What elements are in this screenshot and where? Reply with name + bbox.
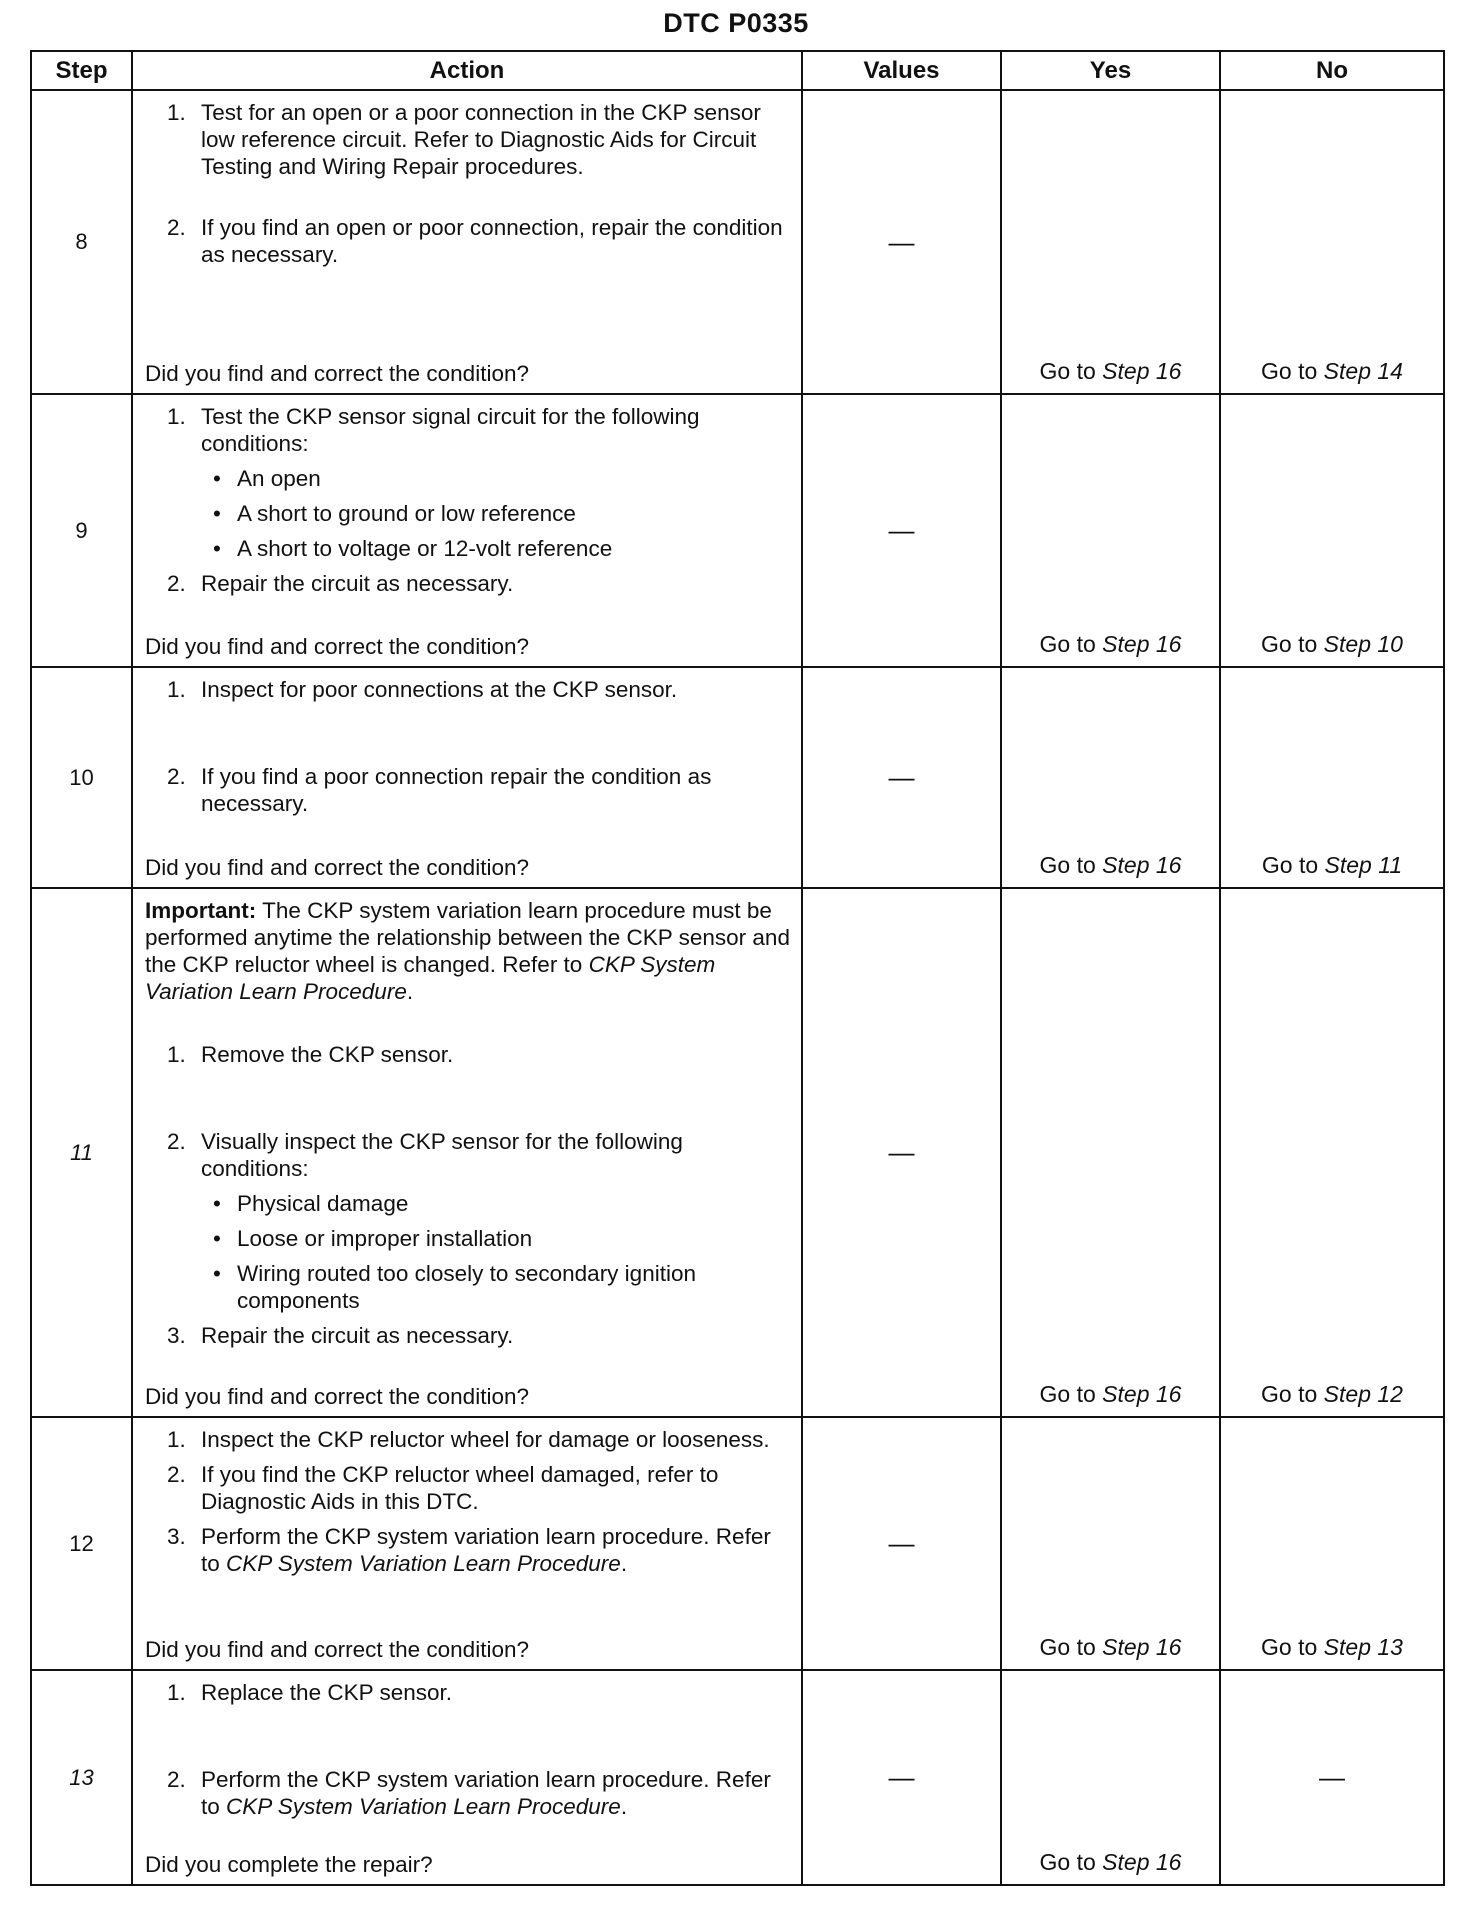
step-number: 10 (31, 667, 132, 888)
table-row-step-13 (31, 1670, 1444, 1885)
list-item: 1. Remove the CKP sensor. (167, 1042, 454, 1067)
bullet-item: • An open (213, 466, 321, 491)
header-values: Values (802, 51, 1001, 90)
step-number: 9 (31, 394, 132, 667)
list-item: 2. If you find an open or poor connection, repair the condition as necessary. (167, 215, 783, 267)
table-row-step-11 (31, 888, 1444, 1417)
question-text: Did you find and correct the condition? (145, 1637, 529, 1662)
action-cell (132, 888, 802, 1417)
value-cell: — (802, 667, 1001, 888)
list-item: 2. If you find a poor connection repair the condition as necessary. (167, 764, 712, 816)
bullet-item: • A short to ground or low reference (213, 501, 576, 526)
table-row-step-10 (31, 667, 1444, 888)
value-cell: — (802, 888, 1001, 1417)
no-goto: Go to Step 12 (1220, 888, 1444, 1417)
yes-goto: Go to Step 16 (1001, 90, 1220, 394)
bullet-item: • Physical damage (213, 1191, 409, 1216)
bullet-item: • A short to voltage or 12-volt reference (213, 536, 613, 561)
action-cell (132, 90, 802, 394)
yes-goto: Go to Step 16 (1001, 888, 1220, 1417)
step-number: 11 (31, 888, 132, 1417)
action-cell (132, 394, 802, 667)
header-action: Action (132, 51, 802, 90)
header-yes: Yes (1001, 51, 1220, 90)
list-item: 3. Repair the circuit as necessary. (167, 1323, 514, 1348)
value-cell: — (802, 1670, 1001, 1885)
value-cell: — (802, 1417, 1001, 1670)
bullet-item: • Wiring routed too closely to secondary ignition components (213, 1261, 696, 1313)
list-item: 2. Repair the circuit as necessary. (167, 571, 514, 596)
no-goto: Go to Step 11 (1220, 667, 1444, 888)
value-cell: — (802, 90, 1001, 394)
question-text: Did you complete the repair? (145, 1852, 433, 1877)
diagnostic-table (30, 50, 1445, 1886)
page-title: DTC P0335 (663, 8, 809, 38)
value-cell: — (802, 394, 1001, 667)
step-number: 13 (31, 1670, 132, 1885)
no-goto: Go to Step 14 (1220, 90, 1444, 394)
yes-goto: Go to Step 16 (1001, 1417, 1220, 1670)
list-item: 3. Perform the CKP system variation learn procedure. Refer to CKP System Variation Learn Procedure. (167, 1524, 771, 1576)
bullet-item: • Loose or improper installation (213, 1226, 533, 1251)
list-item: 1. Test the CKP sensor signal circuit for the following conditions: (167, 404, 700, 456)
action-cell (132, 1670, 802, 1885)
action-cell (132, 667, 802, 888)
yes-goto: Go to Step 16 (1001, 1670, 1220, 1885)
header-no: No (1220, 51, 1444, 90)
yes-goto: Go to Step 16 (1001, 667, 1220, 888)
header-row (31, 51, 1444, 90)
list-item: 1. Inspect the CKP reluctor wheel for damage or looseness. (167, 1427, 770, 1452)
important-note: Important: The CKP system variation learn procedure must be performed anytime the relationship between the CKP sensor and the CKP reluctor wheel is changed. Refer to CKP System Variation Learn Procedure. (145, 898, 790, 1004)
table-row-step-9 (31, 394, 1444, 667)
list-item: 2. Visually inspect the CKP sensor for the following conditions: (167, 1129, 683, 1181)
list-item: 1. Test for an open or a poor connection in the CKP sensor low reference circuit. Refer to Diagnostic Aids for Circuit Testing and Wiring Repair procedures. (167, 100, 761, 179)
list-item: 2. Perform the CKP system variation learn procedure. Refer to CKP System Variation Learn Procedure. (167, 1767, 771, 1819)
list-item: 1. Replace the CKP sensor. (167, 1680, 452, 1705)
question-text: Did you find and correct the condition? (145, 855, 529, 880)
question-text: Did you find and correct the condition? (145, 634, 529, 659)
no-goto: Go to Step 13 (1220, 1417, 1444, 1670)
step-number: 12 (31, 1417, 132, 1670)
no-goto: Go to Step 10 (1220, 394, 1444, 667)
no-value-cell: — (1220, 1670, 1444, 1885)
list-item: 2. If you find the CKP reluctor wheel damaged, refer to Diagnostic Aids in this DTC. (167, 1462, 719, 1514)
action-cell (132, 1417, 802, 1670)
question-text: Did you find and correct the condition? (145, 1384, 529, 1409)
list-item: 1. Inspect for poor connections at the CKP sensor. (167, 677, 678, 702)
table-row-step-8 (31, 90, 1444, 394)
step-number: 8 (31, 90, 132, 394)
question-text: Did you find and correct the condition? (145, 361, 529, 386)
table-row-step-12 (31, 1417, 1444, 1670)
header-step: Step (31, 51, 132, 90)
yes-goto: Go to Step 16 (1001, 394, 1220, 667)
